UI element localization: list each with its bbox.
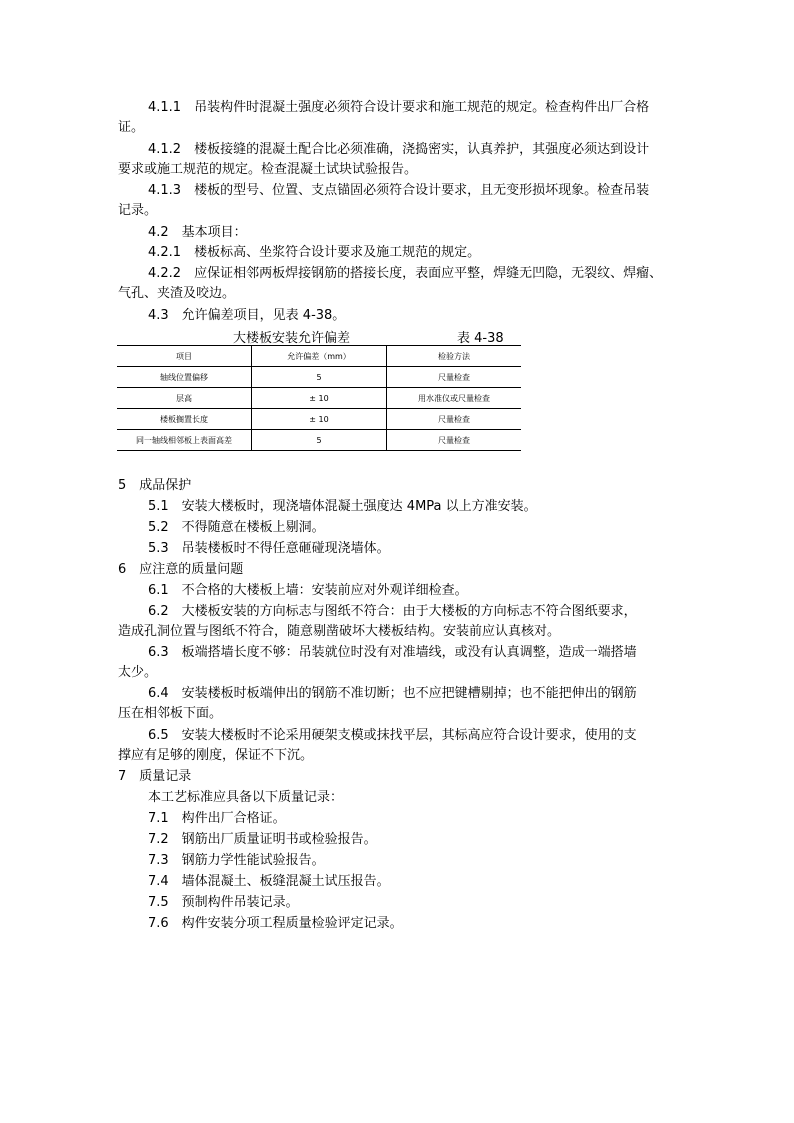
table-cell: 5 bbox=[252, 367, 387, 388]
table-row bbox=[117, 409, 521, 430]
table-cell: 5 bbox=[252, 430, 387, 451]
table-row bbox=[117, 388, 521, 409]
para-7-4: 7.4 墙体混凝土、板缝混凝土试压报告。 bbox=[148, 874, 390, 889]
para-6-3-cont: 太少。 bbox=[118, 665, 158, 680]
para-6-4: 6.4 安装楼板时板端伸出的钢筋不准切断；也不应把键槽剔掉；也不能把伸出的钢筋 bbox=[148, 686, 637, 701]
para-7-2: 7.2 钢筋出厂质量证明书或检验报告。 bbox=[148, 832, 377, 847]
para-5-1: 5.1 安装大楼板时，现浇墙体混凝土强度达 4MPa 以上方准安装。 bbox=[148, 499, 537, 514]
para-4-1-3: 4.1.3 楼板的型号、位置、支点锚固必须符合设计要求，且无变形损坏现象。检查吊装 bbox=[148, 183, 650, 198]
para-6-3: 6.3 板端搭墙长度不够：吊装就位时没有对准墙线，或没有认真调整，造成一端搭墙 bbox=[148, 645, 637, 660]
table-header-deviation: 允许偏差（mm） bbox=[252, 346, 387, 367]
table-cell: ± 10 bbox=[252, 388, 387, 409]
para-7-3: 7.3 钢筋力学性能试验报告。 bbox=[148, 853, 325, 868]
para-4-2-2-cont: 气孔、夹渣及咬边。 bbox=[118, 286, 236, 301]
para-4-1-2-cont: 要求或施工规范的规定。检查混凝土试块试验报告。 bbox=[118, 162, 418, 177]
para-4-1-3-cont: 记录。 bbox=[118, 203, 158, 218]
table-cell: 轴线位置偏移 bbox=[117, 367, 252, 388]
para-4-1-1: 4.1.1 吊装构件时混凝土强度必须符合设计要求和施工规范的规定。检查构件出厂合格 bbox=[148, 100, 650, 115]
para-6-5: 6.5 安装大楼板时不论采用硬架支模或抹找平层，其标高应符合设计要求，使用的支 bbox=[148, 728, 637, 743]
para-6-2-cont: 造成孔洞位置与图纸不符合，随意剔凿破坏大楼板结构。安装前应认真核对。 bbox=[118, 624, 561, 639]
para-5-2: 5.2 不得随意在楼板上剔洞。 bbox=[148, 520, 325, 535]
table-cell: 尺量检查 bbox=[387, 409, 522, 430]
para-7-5: 7.5 预制构件吊装记录。 bbox=[148, 895, 299, 910]
para-6-2: 6.2 大楼板安装的方向标志与图纸不符合：由于大楼板的方向标志不符合图纸要求， bbox=[148, 604, 637, 619]
para-4-1-1-cont: 证。 bbox=[118, 120, 145, 135]
para-7-intro: 本工艺标准应具备以下质量记录： bbox=[148, 790, 344, 805]
table-number: 表 4-38 bbox=[457, 331, 504, 346]
para-6-1: 6.1 不合格的大楼板上墙：安装前应对外观详细检查。 bbox=[148, 583, 468, 598]
table-cell: 同一轴线相邻板上表面高差 bbox=[117, 430, 252, 451]
para-4-2: 4.2 基本项目： bbox=[148, 225, 247, 240]
table-cell: 尺量检查 bbox=[387, 430, 522, 451]
section-6-heading: 6 应注意的质量问题 bbox=[118, 562, 244, 577]
para-5-3: 5.3 吊装楼板时不得任意砸碰现浇墙体。 bbox=[148, 541, 390, 556]
para-6-5-cont: 撑应有足够的刚度，保证不下沉。 bbox=[118, 748, 314, 763]
para-4-2-2: 4.2.2 应保证相邻两板焊接钢筋的搭接长度，表面应平整，焊缝无凹隐，无裂纹、焊瘤、 bbox=[148, 266, 663, 281]
table-row bbox=[117, 430, 521, 451]
table-cell: 层高 bbox=[117, 388, 252, 409]
table-cell: 楼板搁置长度 bbox=[117, 409, 252, 430]
table-cell: ± 10 bbox=[252, 409, 387, 430]
table-header-row bbox=[117, 346, 521, 367]
para-4-2-1: 4.2.1 楼板标高、坐浆符合设计要求及施工规范的规定。 bbox=[148, 245, 481, 260]
table-cell: 尺量检查 bbox=[387, 367, 522, 388]
table-header-method: 检验方法 bbox=[387, 346, 522, 367]
table-row bbox=[117, 367, 521, 388]
para-4-1-2: 4.1.2 楼板接缝的混凝土配合比必须准确，浇捣密实，认真养护，其强度必须达到设计 bbox=[148, 142, 650, 157]
para-6-4-cont: 压在相邻板下面。 bbox=[118, 706, 223, 721]
table-title: 大楼板安装允许偏差 bbox=[233, 331, 351, 346]
table-header-item: 项目 bbox=[117, 346, 252, 367]
para-7-1: 7.1 构件出厂合格证。 bbox=[148, 811, 286, 826]
table-cell: 用水准仪或尺量检查 bbox=[387, 388, 522, 409]
para-4-3: 4.3 允许偏差项目，见表 4-38。 bbox=[148, 308, 346, 323]
section-5-heading: 5 成品保护 bbox=[118, 478, 192, 493]
para-7-6: 7.6 构件安装分项工程质量检验评定记录。 bbox=[148, 916, 403, 931]
deviation-table bbox=[117, 345, 521, 451]
section-7-heading: 7 质量记录 bbox=[118, 769, 192, 784]
